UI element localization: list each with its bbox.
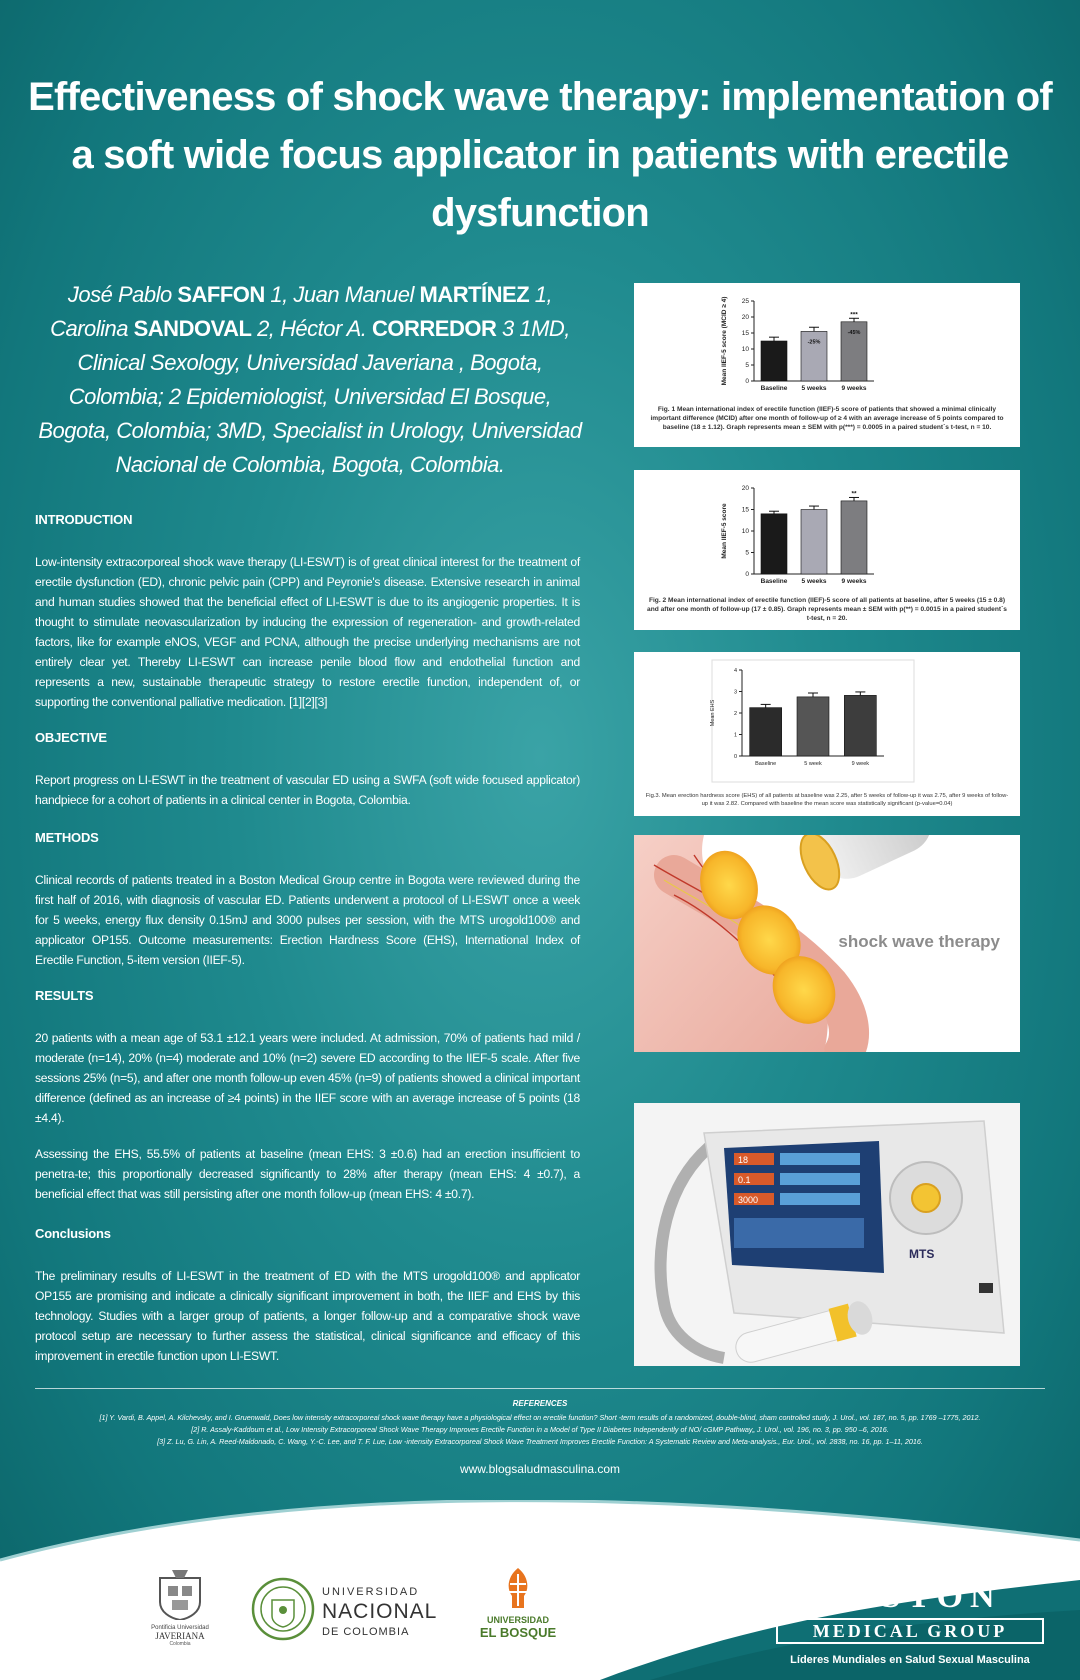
methods-section xyxy=(35,830,580,986)
javeriana-line-3: Colombia xyxy=(169,1641,191,1647)
figure-3-panel xyxy=(634,652,1020,816)
chart-1-ylabel: Mean IIEF-5 score (MCID ≥ 4) xyxy=(721,296,728,386)
chart-2-category-label: 9 weeks xyxy=(841,578,867,585)
device-screen-value-3: 3000 xyxy=(738,1195,759,1205)
javeriana-line-2: JAVERIANA xyxy=(155,1631,205,1641)
figure-2-chart xyxy=(634,470,1020,594)
website-url[interactable]: www.blogsaludmasculina.com xyxy=(459,1462,621,1476)
chart-1-tick-label: 5 xyxy=(745,362,749,369)
results-heading: RESULTS xyxy=(35,988,94,1003)
figure-3-chart xyxy=(634,652,1020,788)
conclusions-heading: Conclusions xyxy=(35,1226,111,1241)
chart-2-tick-label: 10 xyxy=(741,528,749,535)
author-1-first: José Pablo xyxy=(67,282,178,307)
chart-2-tick-label: 15 xyxy=(741,506,749,514)
chart-1-tick-label: 20 xyxy=(741,314,749,321)
introduction-text: Low-intensity extracorporeal shock wave therapy (LI-ESWT) is of great clinical interest for the treatment of erectile dysfunction (ED), chronic pelvic pain (CPP) and Peyronie's disease. Extensive research in animal and human studies showed that the beneficial effect of LI-ESWT is due to its angiogenic properties. It is thought to stimulate neovascularization by inducing the expression of regeneration- and growth-related factors, like for example eNOS, VEGF and PCNA, although the precise underlying mechanisms are not entirely clear yet. Thereby LI-ESWT can increase penile blood flow and endothelial function and represents a new, sustainable therapeutic strategy to restore erectile function, independent of, or supporting the conventional palliative medication. [1][2][3] xyxy=(35,555,580,709)
chart-1-category-label: 5 weeks xyxy=(801,385,827,392)
references-divider xyxy=(35,1388,1045,1389)
device-photo xyxy=(634,1103,1020,1366)
logo-band xyxy=(0,1500,1080,1680)
nacional-logo xyxy=(250,1570,450,1650)
chart-3-tick-label: 0 xyxy=(733,754,737,760)
figure-3-caption: Fig.3. Mean erection hardness score (EHS) of all patients at baseline was 2.25, after 5 weeks of follow-up it was 2.75, after 9 weeks of follow-up it was 2.82. Compared with baseline the mean score was statistically significant (p-value=0.04) xyxy=(645,793,1009,807)
chart-2-bar-1 xyxy=(761,514,787,574)
chart-3-plot xyxy=(710,660,914,782)
objective-heading: OBJECTIVE xyxy=(35,730,107,745)
shockwave-illustration xyxy=(634,835,1020,1052)
references xyxy=(20,1398,1060,1448)
figure-2-panel xyxy=(634,470,1020,630)
chart-1-bar-label: -25% xyxy=(807,339,821,346)
author-4-affiliations: 3 1MD, Clinical Sexology, Universidad Javeriana , Bogota, Colombia; 2 Epidemiologist, Universidad El Bosque, Bogota, Colombia; 3MD, Specialist in Urology, Universidad Nacional de Colombia, Bogota, Colombia. xyxy=(38,316,582,477)
figure-1-panel xyxy=(634,283,1020,447)
illustration-label: shock wave therapy xyxy=(838,932,1000,951)
results-text-1: 20 patients with a mean age of 53.1 ±12.1 years were included. At admission, 70% of patients had mild / moderate (n=14), 20% (n=4) moderate and 10% (n=2) severe ED according to the IIEF-5 scale. After five sessions 25% (n=5), and after one month follow-up even 45% (n=9) of patients showed a clinical important difference (defined as an increase of ≥4 points) in the IIEF score with an average increase of 5 points (18 ±4.4). xyxy=(35,1031,580,1125)
chart-3-ylabel: Mean EHS xyxy=(710,699,716,727)
author-1-rest: 1, xyxy=(264,282,294,307)
chart-2-ylabel: Mean IIEF-5 score xyxy=(721,503,728,559)
chart-3-tick-label: 2 xyxy=(733,711,737,717)
boston-line-1: BOSTON xyxy=(818,1578,1002,1615)
nacional-line-3: DE COLOMBIA xyxy=(322,1626,410,1638)
author-1-last: SAFFON xyxy=(177,282,265,307)
poster-title: Effectiveness of shock wave therapy: implementation of a soft wide focus applicator in patients with erectile dysfunction xyxy=(28,75,1052,235)
chart-3-tick-label: 1 xyxy=(733,732,737,739)
chart-1-plot xyxy=(721,297,874,392)
conclusions-text: The preliminary results of LI-ESWT in the treatment of ED with the MTS urogold100® and applicator OP155 are promising and indicate a clinically significant improvement in both, the IIEF and EHS by this technology. Studies with a larger group of patients, a longer follow-up and a comparative shock wave protocol setup are necessary to further assess the statistical, clinical significance and efficacy of this improvement in erectile function upon LI-ESWT. xyxy=(35,1269,580,1363)
reference-2: [2] R. Assaly-Kaddoum et al., Low Intensity Extracorporeal Shock Wave Therapy Improves Erectile Function in a Model of Type II Diabetes Independently of NO/ cGMP Pathway„ J. Urol., vol. 196, no. 3, pp. 950 –6, 2016. xyxy=(191,1425,889,1434)
anatomy-illustration xyxy=(634,835,1020,1052)
author-4-first: Héctor A. xyxy=(280,316,373,341)
author-2-last: MARTÍNEZ xyxy=(419,282,530,307)
chart-2-category-label: 5 weeks xyxy=(801,578,827,585)
chart-3-category-label: Baseline xyxy=(755,761,777,767)
author-3-first: Carolina xyxy=(50,316,134,341)
chart-2-bar-3 xyxy=(841,501,867,574)
device-illustration xyxy=(634,1103,1020,1366)
introduction-section xyxy=(35,512,580,728)
chart-1-tick-label: 10 xyxy=(741,346,749,353)
methods-heading: METHODS xyxy=(35,830,99,845)
references-heading: REFERENCES xyxy=(512,1399,568,1408)
reference-1: [1] Y. Vardi, B. Appel, A. Kilchevsky, and I. Gruenwald, Does low intensity extracorporeal shock wave therapy have a physiological effect on erectile function? Short -term results of a randomized, double-blind, sham controlled study, J. Urol., vol. 187, no. 5, pp. 1769 –1775, 2012. xyxy=(99,1413,981,1422)
bosque-line-1: UNIVERSIDAD xyxy=(486,1615,549,1625)
chart-2-tick-label: 0 xyxy=(745,571,749,578)
chart-3-bar-1 xyxy=(750,708,782,756)
chart-2-significance: ** xyxy=(851,490,857,498)
chart-3-bar-3 xyxy=(844,695,876,756)
objective-text: Report progress on LI-ESWT in the treatment of vascular ED using a SWFA (soft wide focused applicator) handpiece for a cohort of patients in a clinical center in Bogota, Colombia. xyxy=(35,773,580,807)
figure-1-caption: Fig. 1 Mean international index of erectile function (IIEF)-5 score of patients that showed a minimal clinically important difference (MCID) after one month of follow-up of ≥ 4 with an average increase of 5 points compared to baseline (18 ± 1.12). Graph represents mean ± SEM with p(***) = 0.0005 in a paired student´s t-test, n = 10. xyxy=(650,406,1004,431)
author-4-last: CORREDOR xyxy=(372,316,497,341)
author-3-rest: 2, xyxy=(251,316,281,341)
bosque-logo xyxy=(470,1566,566,1640)
results-section xyxy=(35,988,580,1220)
chart-3-tick-label: 3 xyxy=(733,689,737,696)
device-screen-value-1: 18 xyxy=(738,1155,749,1165)
chart-3-category-label: 9 week xyxy=(851,761,870,767)
authors-affiliations xyxy=(35,278,585,482)
bosque-tree-icon xyxy=(498,1566,538,1610)
methods-text: Clinical records of patients treated in a Boston Medical Group centre in Bogota were reviewed during the first half of 2016, with diagnosis of vascular ED. Patients underwent a protocol of LI-ESWT once a week for 5 weeks, energy flux density 0.15mJ and 3000 pulses per session, with the MTS urogold100® and applicator OP155. Outcome measurements: Erection Hardness Score (EHS), International Index of Erectile Function, 5-item version (IIEF-5). xyxy=(35,873,580,967)
chart-3-category-label: 5 week xyxy=(804,761,822,767)
chart-2-tick-label: 20 xyxy=(741,485,749,492)
chart-2-plot xyxy=(721,485,874,585)
boston-line-2: MEDICAL GROUP xyxy=(776,1618,1044,1644)
chart-2-category-label: Baseline xyxy=(760,578,788,585)
chart-1-tick-label: 25 xyxy=(741,298,749,305)
chart-1-tick-label: 15 xyxy=(741,330,749,337)
device-screen-value-2: 0.1 xyxy=(738,1175,751,1185)
chart-1-bar-label: -45% xyxy=(847,329,861,336)
boston-medical-group-logo xyxy=(776,1580,1044,1666)
device-brand: MTS xyxy=(909,1247,935,1261)
conclusions-section xyxy=(35,1226,580,1382)
chart-3-bar-2 xyxy=(797,697,829,756)
chart-1-bar-1 xyxy=(761,341,787,381)
chart-1-category-label: Baseline xyxy=(760,385,788,392)
boston-tagline: Líderes Mundiales en Salud Sexual Masculina xyxy=(790,1654,1030,1666)
chart-2-tick-label: 5 xyxy=(745,549,749,557)
author-2-rest: 1, xyxy=(529,282,553,307)
results-text-2: Assessing the EHS, 55.5% of patients at baseline (mean EHS: 3 ±0.6) had an erection insufficient to penetra-te; this proportionally decreased significantly to 28% after therapy (mean EHS: 4 ±0.7), a beneficial effect that was still persisting after one month follow-up (mean EHS: 4 ±0.7). xyxy=(35,1147,580,1201)
chart-1-tick-label: 0 xyxy=(745,378,749,385)
reference-3: [3] Z. Lu, G. Lin, A. Reed-Maldonado, C. Wang, Y.-C. Lee, and T. F. Lue, Low -intensity Extracorporeal Shock Wave Treatment Improves Erectile Function: A Systematic Review and Meta-analysis., Eur. Urol., vol. 2838, no. 16, pp. 1–11, 2016. xyxy=(157,1437,923,1446)
nacional-line-2: NACIONAL xyxy=(322,1600,438,1623)
chart-3-tick-label: 4 xyxy=(733,668,737,674)
javeriana-crest-icon xyxy=(148,1568,212,1620)
objective-section xyxy=(35,730,580,826)
introduction-heading: INTRODUCTION xyxy=(35,512,133,527)
chart-1-significance: *** xyxy=(850,311,858,319)
bosque-line-2: EL BOSQUE xyxy=(479,1625,557,1640)
chart-2-bar-2 xyxy=(801,510,827,575)
javeriana-line-1: Pontificia Universidad xyxy=(151,1625,209,1631)
chart-1-category-label: 9 weeks xyxy=(841,385,867,392)
javeriana-logo xyxy=(140,1568,220,1647)
nacional-crest-icon xyxy=(250,1570,316,1648)
figure-2-caption: Fig. 2 Mean international index of erectile function (IIEF)-5 score of all patients at baseline, after 5 weeks (15 ± 0.8) and after one month of follow-up (17 ± 0.85). Graph represents mean ± SEM with p(**) = 0.0015 in a paired student´s t-test, n = 20. xyxy=(647,597,1007,622)
figure-1-chart xyxy=(634,283,1020,403)
author-3-last: SANDOVAL xyxy=(133,316,252,341)
nacional-line-1: UNIVERSIDAD xyxy=(322,1586,420,1598)
author-2-first: Juan Manuel xyxy=(293,282,420,307)
